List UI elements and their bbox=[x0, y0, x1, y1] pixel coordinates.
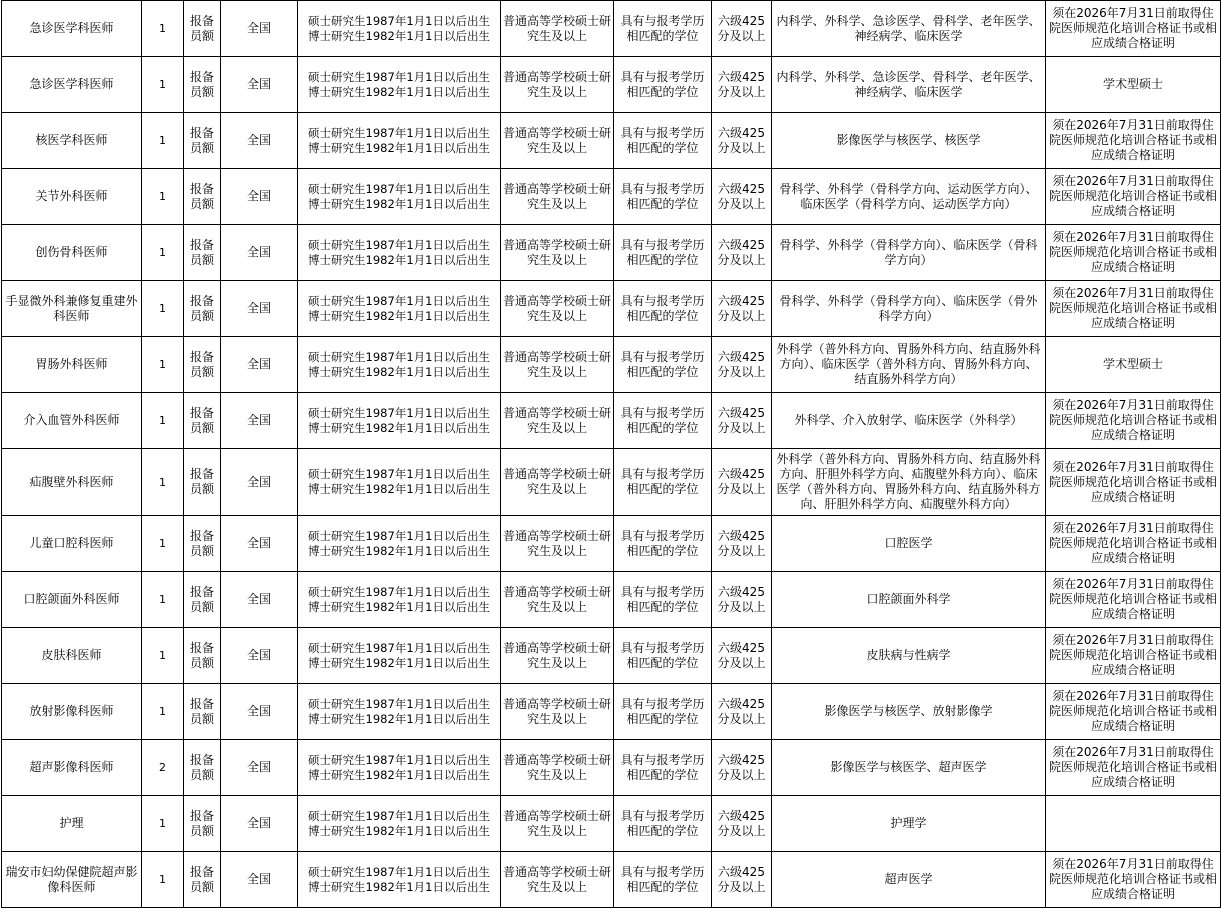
staffing-type-cell: 报备 员额 bbox=[184, 113, 221, 169]
english-level-cell: 六级425分及以上 bbox=[712, 337, 772, 393]
age-requirement-cell: 硕士研究生1987年1月1日以后出生 博士研究生1982年1月1日以后出生 bbox=[298, 1, 501, 57]
recruit-scope-cell: 全国 bbox=[221, 1, 298, 57]
education-cell: 普通高等学校硕士研究生及以上 bbox=[501, 1, 614, 57]
note-cell: 须在2026年7月31日前取得住院医师规范化培训合格证书或相应成绩合格证明 bbox=[1046, 740, 1221, 796]
post-name-cell: 疝腹壁外科医师 bbox=[2, 449, 142, 516]
education-cell: 普通高等学校硕士研究生及以上 bbox=[501, 113, 614, 169]
age-requirement-cell: 硕士研究生1987年1月1日以后出生 博士研究生1982年1月1日以后出生 bbox=[298, 57, 501, 113]
age-requirement-cell: 硕士研究生1987年1月1日以后出生 博士研究生1982年1月1日以后出生 bbox=[298, 449, 501, 516]
recruit-scope-cell: 全国 bbox=[221, 796, 298, 852]
english-level-cell: 六级425分及以上 bbox=[712, 169, 772, 225]
degree-cell: 具有与报考学历相匹配的学位 bbox=[614, 1, 712, 57]
note-cell: 须在2026年7月31日前取得住院医师规范化培训合格证书或相应成绩合格证明 bbox=[1046, 281, 1221, 337]
table-row bbox=[2, 740, 1221, 796]
degree-cell: 具有与报考学历相匹配的学位 bbox=[614, 281, 712, 337]
age-requirement-cell: 硕士研究生1987年1月1日以后出生 博士研究生1982年1月1日以后出生 bbox=[298, 796, 501, 852]
english-level-cell: 六级425分及以上 bbox=[712, 449, 772, 516]
note-cell bbox=[1046, 796, 1221, 852]
age-requirement-cell: 硕士研究生1987年1月1日以后出生 博士研究生1982年1月1日以后出生 bbox=[298, 684, 501, 740]
staffing-type-cell: 报备 员额 bbox=[184, 628, 221, 684]
staffing-type-cell: 报备 员额 bbox=[184, 740, 221, 796]
post-name-cell: 口腔颌面外科医师 bbox=[2, 572, 142, 628]
english-level-cell: 六级425分及以上 bbox=[712, 572, 772, 628]
major-requirement-cell: 骨科学、外科学（骨科学方向、运动医学方向）、临床医学（骨科学方向、运动医学方向） bbox=[772, 169, 1046, 225]
note-cell: 须在2026年7月31日前取得住院医师规范化培训合格证书或相应成绩合格证明 bbox=[1046, 1, 1221, 57]
english-level-cell: 六级425分及以上 bbox=[712, 281, 772, 337]
headcount-cell: 1 bbox=[142, 57, 184, 113]
degree-cell: 具有与报考学历相匹配的学位 bbox=[614, 225, 712, 281]
education-cell: 普通高等学校硕士研究生及以上 bbox=[501, 281, 614, 337]
post-name-cell: 创伤骨科医师 bbox=[2, 225, 142, 281]
table-row bbox=[2, 393, 1221, 449]
education-cell: 普通高等学校硕士研究生及以上 bbox=[501, 169, 614, 225]
recruit-scope-cell: 全国 bbox=[221, 337, 298, 393]
recruit-scope-cell: 全国 bbox=[221, 113, 298, 169]
staffing-type-cell: 报备 员额 bbox=[184, 852, 221, 908]
headcount-cell: 1 bbox=[142, 337, 184, 393]
table-row bbox=[2, 57, 1221, 113]
education-cell: 普通高等学校硕士研究生及以上 bbox=[501, 337, 614, 393]
note-cell: 须在2026年7月31日前取得住院医师规范化培训合格证书或相应成绩合格证明 bbox=[1046, 449, 1221, 516]
major-requirement-cell: 内科学、外科学、急诊医学、骨科学、老年医学、神经病学、临床医学 bbox=[772, 1, 1046, 57]
education-cell: 普通高等学校硕士研究生及以上 bbox=[501, 628, 614, 684]
table-row bbox=[2, 684, 1221, 740]
note-cell: 须在2026年7月31日前取得住院医师规范化培训合格证书或相应成绩合格证明 bbox=[1046, 516, 1221, 572]
headcount-cell: 1 bbox=[142, 852, 184, 908]
major-requirement-cell: 皮肤病与性病学 bbox=[772, 628, 1046, 684]
post-name-cell: 胃肠外科医师 bbox=[2, 337, 142, 393]
note-cell: 须在2026年7月31日前取得住院医师规范化培训合格证书或相应成绩合格证明 bbox=[1046, 852, 1221, 908]
staffing-type-cell: 报备 员额 bbox=[184, 225, 221, 281]
degree-cell: 具有与报考学历相匹配的学位 bbox=[614, 852, 712, 908]
post-name-cell: 介入血管外科医师 bbox=[2, 393, 142, 449]
staffing-type-cell: 报备 员额 bbox=[184, 796, 221, 852]
table-row bbox=[2, 796, 1221, 852]
staffing-type-cell: 报备 员额 bbox=[184, 169, 221, 225]
table-row bbox=[2, 516, 1221, 572]
staffing-type-cell: 报备 员额 bbox=[184, 449, 221, 516]
staffing-type-cell: 报备 员额 bbox=[184, 516, 221, 572]
recruit-scope-cell: 全国 bbox=[221, 169, 298, 225]
table-row bbox=[2, 449, 1221, 516]
english-level-cell: 六级425分及以上 bbox=[712, 57, 772, 113]
recruit-scope-cell: 全国 bbox=[221, 852, 298, 908]
degree-cell: 具有与报考学历相匹配的学位 bbox=[614, 740, 712, 796]
major-requirement-cell: 超声医学 bbox=[772, 852, 1046, 908]
recruit-scope-cell: 全国 bbox=[221, 393, 298, 449]
education-cell: 普通高等学校硕士研究生及以上 bbox=[501, 796, 614, 852]
recruit-scope-cell: 全国 bbox=[221, 449, 298, 516]
degree-cell: 具有与报考学历相匹配的学位 bbox=[614, 113, 712, 169]
english-level-cell: 六级425分及以上 bbox=[712, 852, 772, 908]
table-row bbox=[2, 628, 1221, 684]
recruit-scope-cell: 全国 bbox=[221, 516, 298, 572]
post-name-cell: 关节外科医师 bbox=[2, 169, 142, 225]
post-name-cell: 核医学科医师 bbox=[2, 113, 142, 169]
headcount-cell: 1 bbox=[142, 684, 184, 740]
age-requirement-cell: 硕士研究生1987年1月1日以后出生 博士研究生1982年1月1日以后出生 bbox=[298, 281, 501, 337]
english-level-cell: 六级425分及以上 bbox=[712, 1, 772, 57]
major-requirement-cell: 骨科学、外科学（骨科学方向）、临床医学（骨科学方向） bbox=[772, 225, 1046, 281]
english-level-cell: 六级425分及以上 bbox=[712, 393, 772, 449]
degree-cell: 具有与报考学历相匹配的学位 bbox=[614, 628, 712, 684]
recruit-scope-cell: 全国 bbox=[221, 684, 298, 740]
english-level-cell: 六级425分及以上 bbox=[712, 740, 772, 796]
headcount-cell: 1 bbox=[142, 796, 184, 852]
table-row bbox=[2, 852, 1221, 908]
education-cell: 普通高等学校硕士研究生及以上 bbox=[501, 852, 614, 908]
age-requirement-cell: 硕士研究生1987年1月1日以后出生 博士研究生1982年1月1日以后出生 bbox=[298, 393, 501, 449]
table-row bbox=[2, 113, 1221, 169]
major-requirement-cell: 外科学、介入放射学、临床医学（外科学） bbox=[772, 393, 1046, 449]
degree-cell: 具有与报考学历相匹配的学位 bbox=[614, 393, 712, 449]
age-requirement-cell: 硕士研究生1987年1月1日以后出生 博士研究生1982年1月1日以后出生 bbox=[298, 852, 501, 908]
major-requirement-cell: 影像医学与核医学、核医学 bbox=[772, 113, 1046, 169]
degree-cell: 具有与报考学历相匹配的学位 bbox=[614, 516, 712, 572]
education-cell: 普通高等学校硕士研究生及以上 bbox=[501, 393, 614, 449]
education-cell: 普通高等学校硕士研究生及以上 bbox=[501, 449, 614, 516]
note-cell: 须在2026年7月31日前取得住院医师规范化培训合格证书或相应成绩合格证明 bbox=[1046, 684, 1221, 740]
staffing-type-cell: 报备 员额 bbox=[184, 1, 221, 57]
post-name-cell: 超声影像科医师 bbox=[2, 740, 142, 796]
headcount-cell: 1 bbox=[142, 281, 184, 337]
age-requirement-cell: 硕士研究生1987年1月1日以后出生 博士研究生1982年1月1日以后出生 bbox=[298, 740, 501, 796]
staffing-type-cell: 报备 员额 bbox=[184, 337, 221, 393]
post-name-cell: 皮肤科医师 bbox=[2, 628, 142, 684]
recruit-scope-cell: 全国 bbox=[221, 628, 298, 684]
post-name-cell: 急诊医学科医师 bbox=[2, 1, 142, 57]
table-row bbox=[2, 281, 1221, 337]
major-requirement-cell: 影像医学与核医学、超声医学 bbox=[772, 740, 1046, 796]
age-requirement-cell: 硕士研究生1987年1月1日以后出生 博士研究生1982年1月1日以后出生 bbox=[298, 113, 501, 169]
major-requirement-cell: 内科学、外科学、急诊医学、骨科学、老年医学、神经病学、临床医学 bbox=[772, 57, 1046, 113]
age-requirement-cell: 硕士研究生1987年1月1日以后出生 博士研究生1982年1月1日以后出生 bbox=[298, 225, 501, 281]
table-row bbox=[2, 337, 1221, 393]
staffing-type-cell: 报备 员额 bbox=[184, 281, 221, 337]
table-row bbox=[2, 1, 1221, 57]
age-requirement-cell: 硕士研究生1987年1月1日以后出生 博士研究生1982年1月1日以后出生 bbox=[298, 337, 501, 393]
major-requirement-cell: 口腔颌面外科学 bbox=[772, 572, 1046, 628]
english-level-cell: 六级425分及以上 bbox=[712, 516, 772, 572]
note-cell: 须在2026年7月31日前取得住院医师规范化培训合格证书或相应成绩合格证明 bbox=[1046, 628, 1221, 684]
table-row bbox=[2, 225, 1221, 281]
english-level-cell: 六级425分及以上 bbox=[712, 684, 772, 740]
education-cell: 普通高等学校硕士研究生及以上 bbox=[501, 740, 614, 796]
post-name-cell: 瑞安市妇幼保健院超声影像科医师 bbox=[2, 852, 142, 908]
post-name-cell: 急诊医学科医师 bbox=[2, 57, 142, 113]
note-cell: 须在2026年7月31日前取得住院医师规范化培训合格证书或相应成绩合格证明 bbox=[1046, 393, 1221, 449]
age-requirement-cell: 硕士研究生1987年1月1日以后出生 博士研究生1982年1月1日以后出生 bbox=[298, 516, 501, 572]
degree-cell: 具有与报考学历相匹配的学位 bbox=[614, 57, 712, 113]
headcount-cell: 1 bbox=[142, 169, 184, 225]
note-cell: 须在2026年7月31日前取得住院医师规范化培训合格证书或相应成绩合格证明 bbox=[1046, 225, 1221, 281]
degree-cell: 具有与报考学历相匹配的学位 bbox=[614, 449, 712, 516]
recruit-scope-cell: 全国 bbox=[221, 572, 298, 628]
headcount-cell: 1 bbox=[142, 113, 184, 169]
major-requirement-cell: 外科学（普外科方向、胃肠外科方向、结直肠外科方向、肝胆外科学方向、疝腹壁外科方向）、临床医学（普外科方向、胃肠外科方向、结直肠外科方向、肝胆外科学方向、疝腹壁外科方向） bbox=[772, 449, 1046, 516]
headcount-cell: 1 bbox=[142, 1, 184, 57]
recruit-scope-cell: 全国 bbox=[221, 281, 298, 337]
post-name-cell: 儿童口腔科医师 bbox=[2, 516, 142, 572]
staffing-type-cell: 报备 员额 bbox=[184, 57, 221, 113]
degree-cell: 具有与报考学历相匹配的学位 bbox=[614, 169, 712, 225]
recruit-scope-cell: 全国 bbox=[221, 57, 298, 113]
headcount-cell: 1 bbox=[142, 572, 184, 628]
english-level-cell: 六级425分及以上 bbox=[712, 628, 772, 684]
post-name-cell: 护理 bbox=[2, 796, 142, 852]
headcount-cell: 1 bbox=[142, 516, 184, 572]
age-requirement-cell: 硕士研究生1987年1月1日以后出生 博士研究生1982年1月1日以后出生 bbox=[298, 628, 501, 684]
note-cell: 须在2026年7月31日前取得住院医师规范化培训合格证书或相应成绩合格证明 bbox=[1046, 169, 1221, 225]
recruit-scope-cell: 全国 bbox=[221, 225, 298, 281]
english-level-cell: 六级425分及以上 bbox=[712, 796, 772, 852]
degree-cell: 具有与报考学历相匹配的学位 bbox=[614, 684, 712, 740]
degree-cell: 具有与报考学历相匹配的学位 bbox=[614, 572, 712, 628]
education-cell: 普通高等学校硕士研究生及以上 bbox=[501, 572, 614, 628]
recruitment-table bbox=[1, 0, 1221, 908]
recruit-scope-cell: 全国 bbox=[221, 740, 298, 796]
education-cell: 普通高等学校硕士研究生及以上 bbox=[501, 516, 614, 572]
english-level-cell: 六级425分及以上 bbox=[712, 225, 772, 281]
staffing-type-cell: 报备 员额 bbox=[184, 684, 221, 740]
degree-cell: 具有与报考学历相匹配的学位 bbox=[614, 796, 712, 852]
headcount-cell: 1 bbox=[142, 225, 184, 281]
age-requirement-cell: 硕士研究生1987年1月1日以后出生 博士研究生1982年1月1日以后出生 bbox=[298, 572, 501, 628]
english-level-cell: 六级425分及以上 bbox=[712, 113, 772, 169]
headcount-cell: 1 bbox=[142, 393, 184, 449]
education-cell: 普通高等学校硕士研究生及以上 bbox=[501, 684, 614, 740]
headcount-cell: 1 bbox=[142, 449, 184, 516]
major-requirement-cell: 影像医学与核医学、放射影像学 bbox=[772, 684, 1046, 740]
major-requirement-cell: 口腔医学 bbox=[772, 516, 1046, 572]
note-cell: 学术型硕士 bbox=[1046, 57, 1221, 113]
major-requirement-cell: 骨科学、外科学（骨科学方向）、临床医学（骨外科学方向） bbox=[772, 281, 1046, 337]
table-row bbox=[2, 572, 1221, 628]
table-body bbox=[2, 1, 1221, 908]
note-cell: 须在2026年7月31日前取得住院医师规范化培训合格证书或相应成绩合格证明 bbox=[1046, 113, 1221, 169]
major-requirement-cell: 外科学（普外科方向、胃肠外科方向、结直肠外科方向）、临床医学（普外科方向、胃肠外科方向、结直肠外科学方向） bbox=[772, 337, 1046, 393]
education-cell: 普通高等学校硕士研究生及以上 bbox=[501, 225, 614, 281]
table-row bbox=[2, 169, 1221, 225]
post-name-cell: 放射影像科医师 bbox=[2, 684, 142, 740]
note-cell: 学术型硕士 bbox=[1046, 337, 1221, 393]
headcount-cell: 1 bbox=[142, 628, 184, 684]
education-cell: 普通高等学校硕士研究生及以上 bbox=[501, 57, 614, 113]
note-cell: 须在2026年7月31日前取得住院医师规范化培训合格证书或相应成绩合格证明 bbox=[1046, 572, 1221, 628]
headcount-cell: 2 bbox=[142, 740, 184, 796]
staffing-type-cell: 报备 员额 bbox=[184, 572, 221, 628]
post-name-cell: 手显微外科兼修复重建外科医师 bbox=[2, 281, 142, 337]
staffing-type-cell: 报备 员额 bbox=[184, 393, 221, 449]
degree-cell: 具有与报考学历相匹配的学位 bbox=[614, 337, 712, 393]
age-requirement-cell: 硕士研究生1987年1月1日以后出生 博士研究生1982年1月1日以后出生 bbox=[298, 169, 501, 225]
major-requirement-cell: 护理学 bbox=[772, 796, 1046, 852]
